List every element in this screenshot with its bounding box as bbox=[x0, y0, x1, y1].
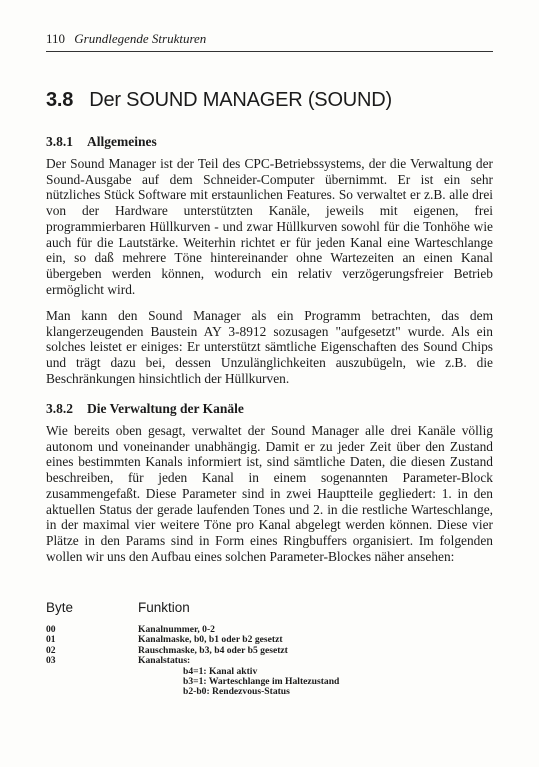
section-title: Die Verwaltung der Kanäle bbox=[87, 401, 244, 416]
byte-cell: 00 bbox=[46, 624, 56, 635]
function-cell: Rauschmaske, b3, b4 oder b5 gesetzt bbox=[138, 644, 288, 656]
section-heading-kanaele bbox=[46, 401, 244, 417]
section-heading-allgemeines bbox=[46, 134, 157, 150]
function-cell: Kanalmaske, b0, b1 oder b2 gesetzt bbox=[138, 634, 283, 646]
status-bit-desc: b2-b0: Rendezvous-Status bbox=[183, 686, 290, 698]
byte-cell: 03 bbox=[46, 655, 56, 667]
table-header-function: Funktion bbox=[138, 600, 190, 615]
section-title: Allgemeines bbox=[87, 134, 157, 149]
header-rule bbox=[46, 51, 493, 52]
paragraph-sound-chip: Man kann den Sound Manager als ein Programm betrachten, das dem klangerzeugenden Baustein AY 3-8912 sozusagen "aufgesetzt" wurde. Als ein solches leistet er einiges: Er unterstützt sämtliche Eigenschaften des Sound Chips und trägt dazu bei, dessen Unzulänglichkeiten auszubügeln, wie z.B. die Beschränkungen hinsichtlich der Hüllkurven. bbox=[46, 308, 493, 386]
table-header-byte: Byte bbox=[46, 600, 74, 615]
chapter-heading bbox=[46, 89, 392, 112]
page-number: 110 bbox=[46, 31, 66, 46]
chapter-title: Der SOUND MANAGER (SOUND) bbox=[89, 89, 392, 111]
function-cell: Kanalnummer, 0-2 bbox=[138, 624, 215, 635]
status-bit-desc: b3=1: Warteschlange im Haltezustand bbox=[183, 675, 340, 687]
status-bit-desc: b4=1: Kanal aktiv bbox=[183, 665, 258, 677]
paragraph-intro: Der Sound Manager ist der Teil des CPC-Betriebssystems, der die Verwaltung der Sound-Ausgabe auf dem Schneider-Computer übernimmt. Er ist ein sehr nützliches Stück Software mit erstaunlichen Features. So verwaltet er z.B. alle drei von der Hardware unterstützten Kanäle, jeweils mit eigenen, frei programmierbaren Hüllkurven - und zwar Hüllkurven sowohl für die Tonhöhe wie auch für die Lautstärke. Weiterhin richtet er für jeden Kanal eine Warteschlange ein, so daß mehrere Töne hintereinander ohne Wartezeiten an einen Kanal übergeben werden können, wodurch ein relativ verzögerungsfreier Betrieb ermöglicht wird. bbox=[46, 156, 493, 297]
section-number: 3.8.2 bbox=[46, 401, 73, 416]
chapter-number: 3.8 bbox=[46, 89, 74, 111]
running-header bbox=[46, 31, 206, 47]
running-title: Grundlegende Strukturen bbox=[74, 31, 207, 46]
byte-cell: 01 bbox=[46, 634, 56, 646]
function-cell: Kanalstatus: bbox=[138, 655, 191, 667]
byte-cell: 02 bbox=[46, 644, 56, 656]
section-number: 3.8.1 bbox=[46, 134, 73, 149]
paragraph-kanalverwaltung: Wie bereits oben gesagt, verwaltet der Sound Manager alle drei Kanäle völlig autonom und voneinander unabhängig. Damit er zu jeder Zeit über den Zustand eines bestimmten Kanals informiert ist, sind sämtliche Daten, die diesen Zustand beschreiben, für jeden Kanal in einem sogenannten Parameter-Block zusammengefaßt. Diese Parameter sind in zwei Hauptteile gegliedert: 1. in den aktuellen Status der gerade laufenden Tones und 2. in die restliche Warteschlange, in der maximal vier weitere Töne pro Kanal abgelegt werden können. Diese vier Plätze in den Params sind in Form eines Ringbuffers organisiert. Im folgenden wollen wir uns den Aufbau eines solchen Parameter-Blockes näher ansehen: bbox=[46, 423, 493, 564]
